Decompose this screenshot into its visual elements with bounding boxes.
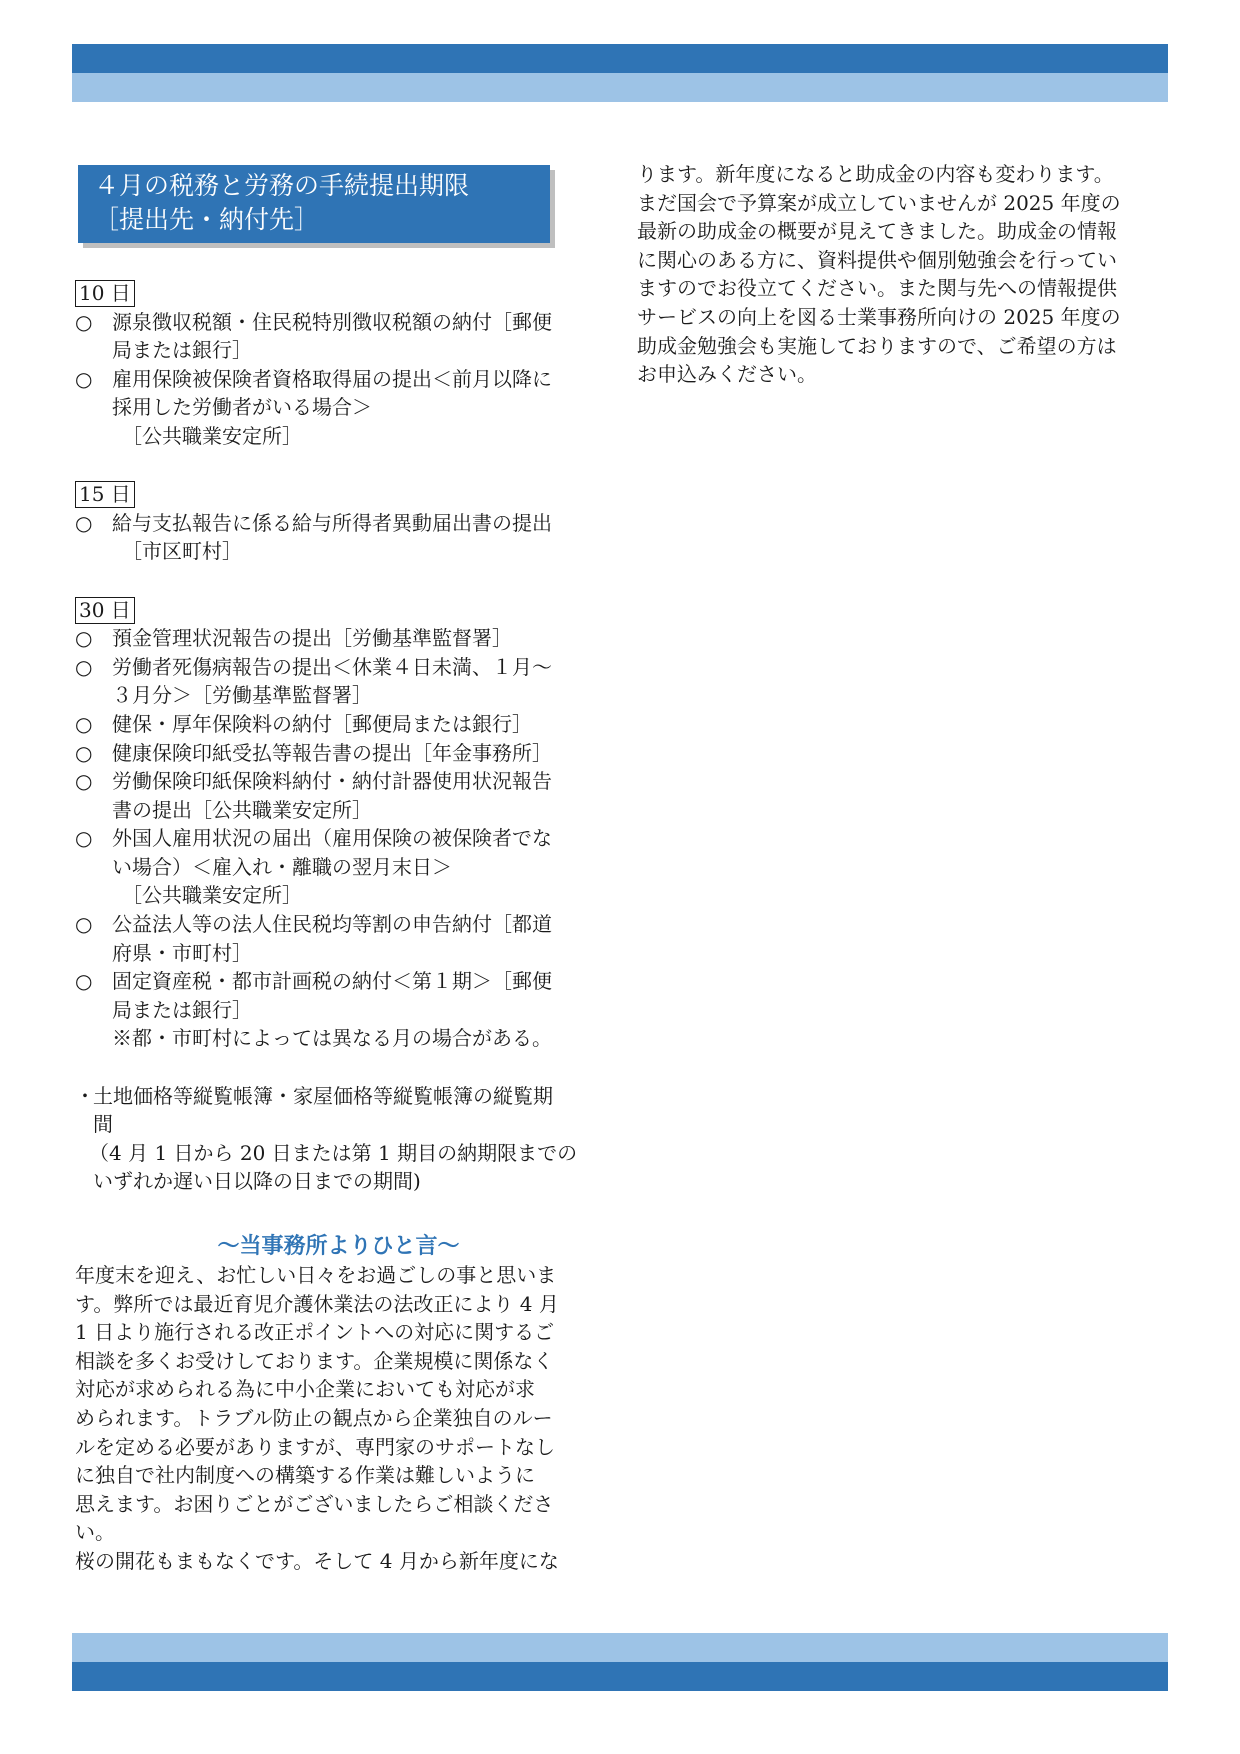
list-item	[75, 509, 602, 538]
item-line: 労働者死傷病報告の提出＜休業４日未満、１月～	[112, 654, 552, 679]
item-line: 公益法人等の法人住民税均等割の申告納付［都道	[112, 912, 552, 937]
message-line: められます。トラブル防止の観点から企業独自のルー	[75, 1405, 553, 1430]
message-line: ルを定める必要がありますが、専門家のサポートなし	[75, 1434, 555, 1459]
message-line: サービスの向上を図る士業事務所向けの 2025 年度の	[637, 304, 1121, 329]
message-line: 相談を多くお受けしております。企業規模に関係なく	[75, 1348, 554, 1373]
message-line: 助成金勉強会も実施しておりますので、ご希望の方は	[637, 333, 1117, 358]
item-line: 局または銀行］	[112, 997, 252, 1022]
list-item	[75, 767, 602, 824]
message-line: 年度末を迎え、お忙しい日々をお過ごしの事と思いま	[75, 1263, 557, 1287]
message-line: 最新の助成金の概要が見えてきました。助成金の情報	[637, 219, 1117, 244]
deadline-block-15	[75, 479, 602, 566]
item-line: 雇用保険被保険者資格取得届の提出＜前月以降に	[112, 366, 552, 391]
item-destination: ［公共職業安定所］	[122, 883, 302, 908]
circle-bullet-icon: ○	[75, 912, 93, 937]
item-line: 外国人雇用状況の届出（雇用保険の被保険者でな	[112, 826, 552, 851]
section-title-line1: ４月の税務と労務の手続提出期限	[94, 171, 470, 200]
list-item	[75, 910, 602, 967]
land-notice-line: 土地価格等縦覧帳簿・家屋価格等縦覧帳簿の縦覧期	[93, 1083, 553, 1108]
item-line: 労働保険印紙保険料納付・納付計器使用状況報告	[112, 769, 552, 794]
message-line: 対応が求められる為に中小企業においても対応が求	[75, 1377, 535, 1402]
item-line: 健保・厚年保険料の納付［郵便局または銀行］	[112, 711, 532, 736]
list-item	[75, 308, 602, 365]
item-destination: ［市区町村］	[122, 539, 242, 564]
land-notice-line: いずれか遅い日以降の日までの期間)	[93, 1169, 421, 1194]
message-body-left	[75, 1261, 602, 1576]
item-note: ※都・市町村によっては異なる月の場合がある。	[112, 1026, 552, 1051]
circle-bullet-icon: ○	[75, 769, 93, 794]
land-notice-line: 間	[93, 1112, 113, 1137]
message-line: まだ国会で予算案が成立していませんが 2025 年度の	[637, 190, 1121, 215]
circle-bullet-icon: ○	[75, 309, 93, 334]
day-label-10: 10 日	[75, 280, 135, 307]
list-item	[75, 624, 602, 653]
message-body-right	[637, 160, 1165, 389]
list-item	[75, 710, 602, 739]
section-title-box	[78, 165, 550, 243]
message-line: に関心のある方に、資料提供や個別勉強会を行ってい	[637, 247, 1117, 272]
item-line: 源泉徴収税額・住民税特別徴収税額の納付［郵便	[112, 309, 552, 334]
circle-bullet-icon: ○	[75, 711, 93, 736]
item-line: 健康保険印紙受払等報告書の提出［年金事務所］	[112, 740, 552, 765]
list-item	[75, 365, 602, 422]
message-line: 桜の開花もまもなくです。そして 4 月から新年度にな	[75, 1548, 559, 1573]
item-destination: ［公共職業安定所］	[122, 423, 302, 448]
deadline-block-10	[75, 278, 602, 451]
list-item	[75, 967, 602, 1024]
header-band-dark	[72, 44, 1168, 73]
circle-bullet-icon: ○	[75, 740, 93, 765]
item-line: 府県・市町村］	[112, 940, 252, 965]
message-line: 思えます。お困りごとがございましたらご相談くださ	[75, 1491, 554, 1516]
message-line: い。	[75, 1520, 115, 1545]
dot-bullet-icon: ・	[75, 1083, 95, 1108]
message-line: ります。新年度になると助成金の内容も変わります。	[637, 162, 1114, 186]
deadline-list	[75, 278, 602, 1196]
section-title-line2: ［提出先・納付先］	[94, 205, 320, 234]
day-label-15: 15 日	[75, 481, 135, 508]
message-line: に独自で社内制度への構築する作業は難しいように	[75, 1463, 535, 1488]
circle-bullet-icon: ○	[75, 366, 93, 391]
message-title: ～当事務所よりひと言～	[217, 1234, 460, 1259]
day-label-30: 30 日	[75, 597, 135, 624]
footer-band-light	[72, 1633, 1168, 1662]
item-line: ３月分＞［労働基準監督署］	[112, 683, 372, 708]
message-line: す。弊所では最近育児介護休業法の法改正により 4 月	[75, 1291, 559, 1316]
list-item	[75, 739, 602, 768]
land-notice	[75, 1082, 602, 1196]
header-band-light	[72, 73, 1168, 102]
deadline-block-30	[75, 595, 602, 1054]
list-item	[75, 824, 602, 881]
item-line: い場合）＜雇入れ・離職の翌月末日＞	[112, 854, 452, 879]
message-line: お申込みください。	[637, 362, 817, 387]
circle-bullet-icon: ○	[75, 626, 93, 651]
message-line: 1 日より施行される改正ポイントへの対応に関するご	[75, 1320, 555, 1345]
item-line: 採用した労働者がいる場合＞	[112, 395, 372, 420]
item-line: 固定資産税・都市計画税の納付＜第１期＞［郵便	[112, 969, 552, 994]
message-line: ますのでお役立てください。また関与先への情報提供	[637, 276, 1117, 301]
circle-bullet-icon: ○	[75, 654, 93, 679]
circle-bullet-icon: ○	[75, 969, 93, 994]
land-notice-line: （4 月 1 日から 20 日または第 1 期目の納期限までの	[89, 1140, 578, 1165]
circle-bullet-icon: ○	[75, 826, 93, 851]
item-line: 書の提出［公共職業安定所］	[112, 797, 372, 822]
footer-band-dark	[72, 1662, 1168, 1691]
item-line: 預金管理状況報告の提出［労働基準監督署］	[112, 626, 512, 651]
list-item	[75, 653, 602, 710]
item-line: 局または銀行］	[112, 338, 252, 363]
item-line: 給与支払報告に係る給与所得者異動届出書の提出	[112, 510, 552, 535]
circle-bullet-icon: ○	[75, 510, 93, 535]
